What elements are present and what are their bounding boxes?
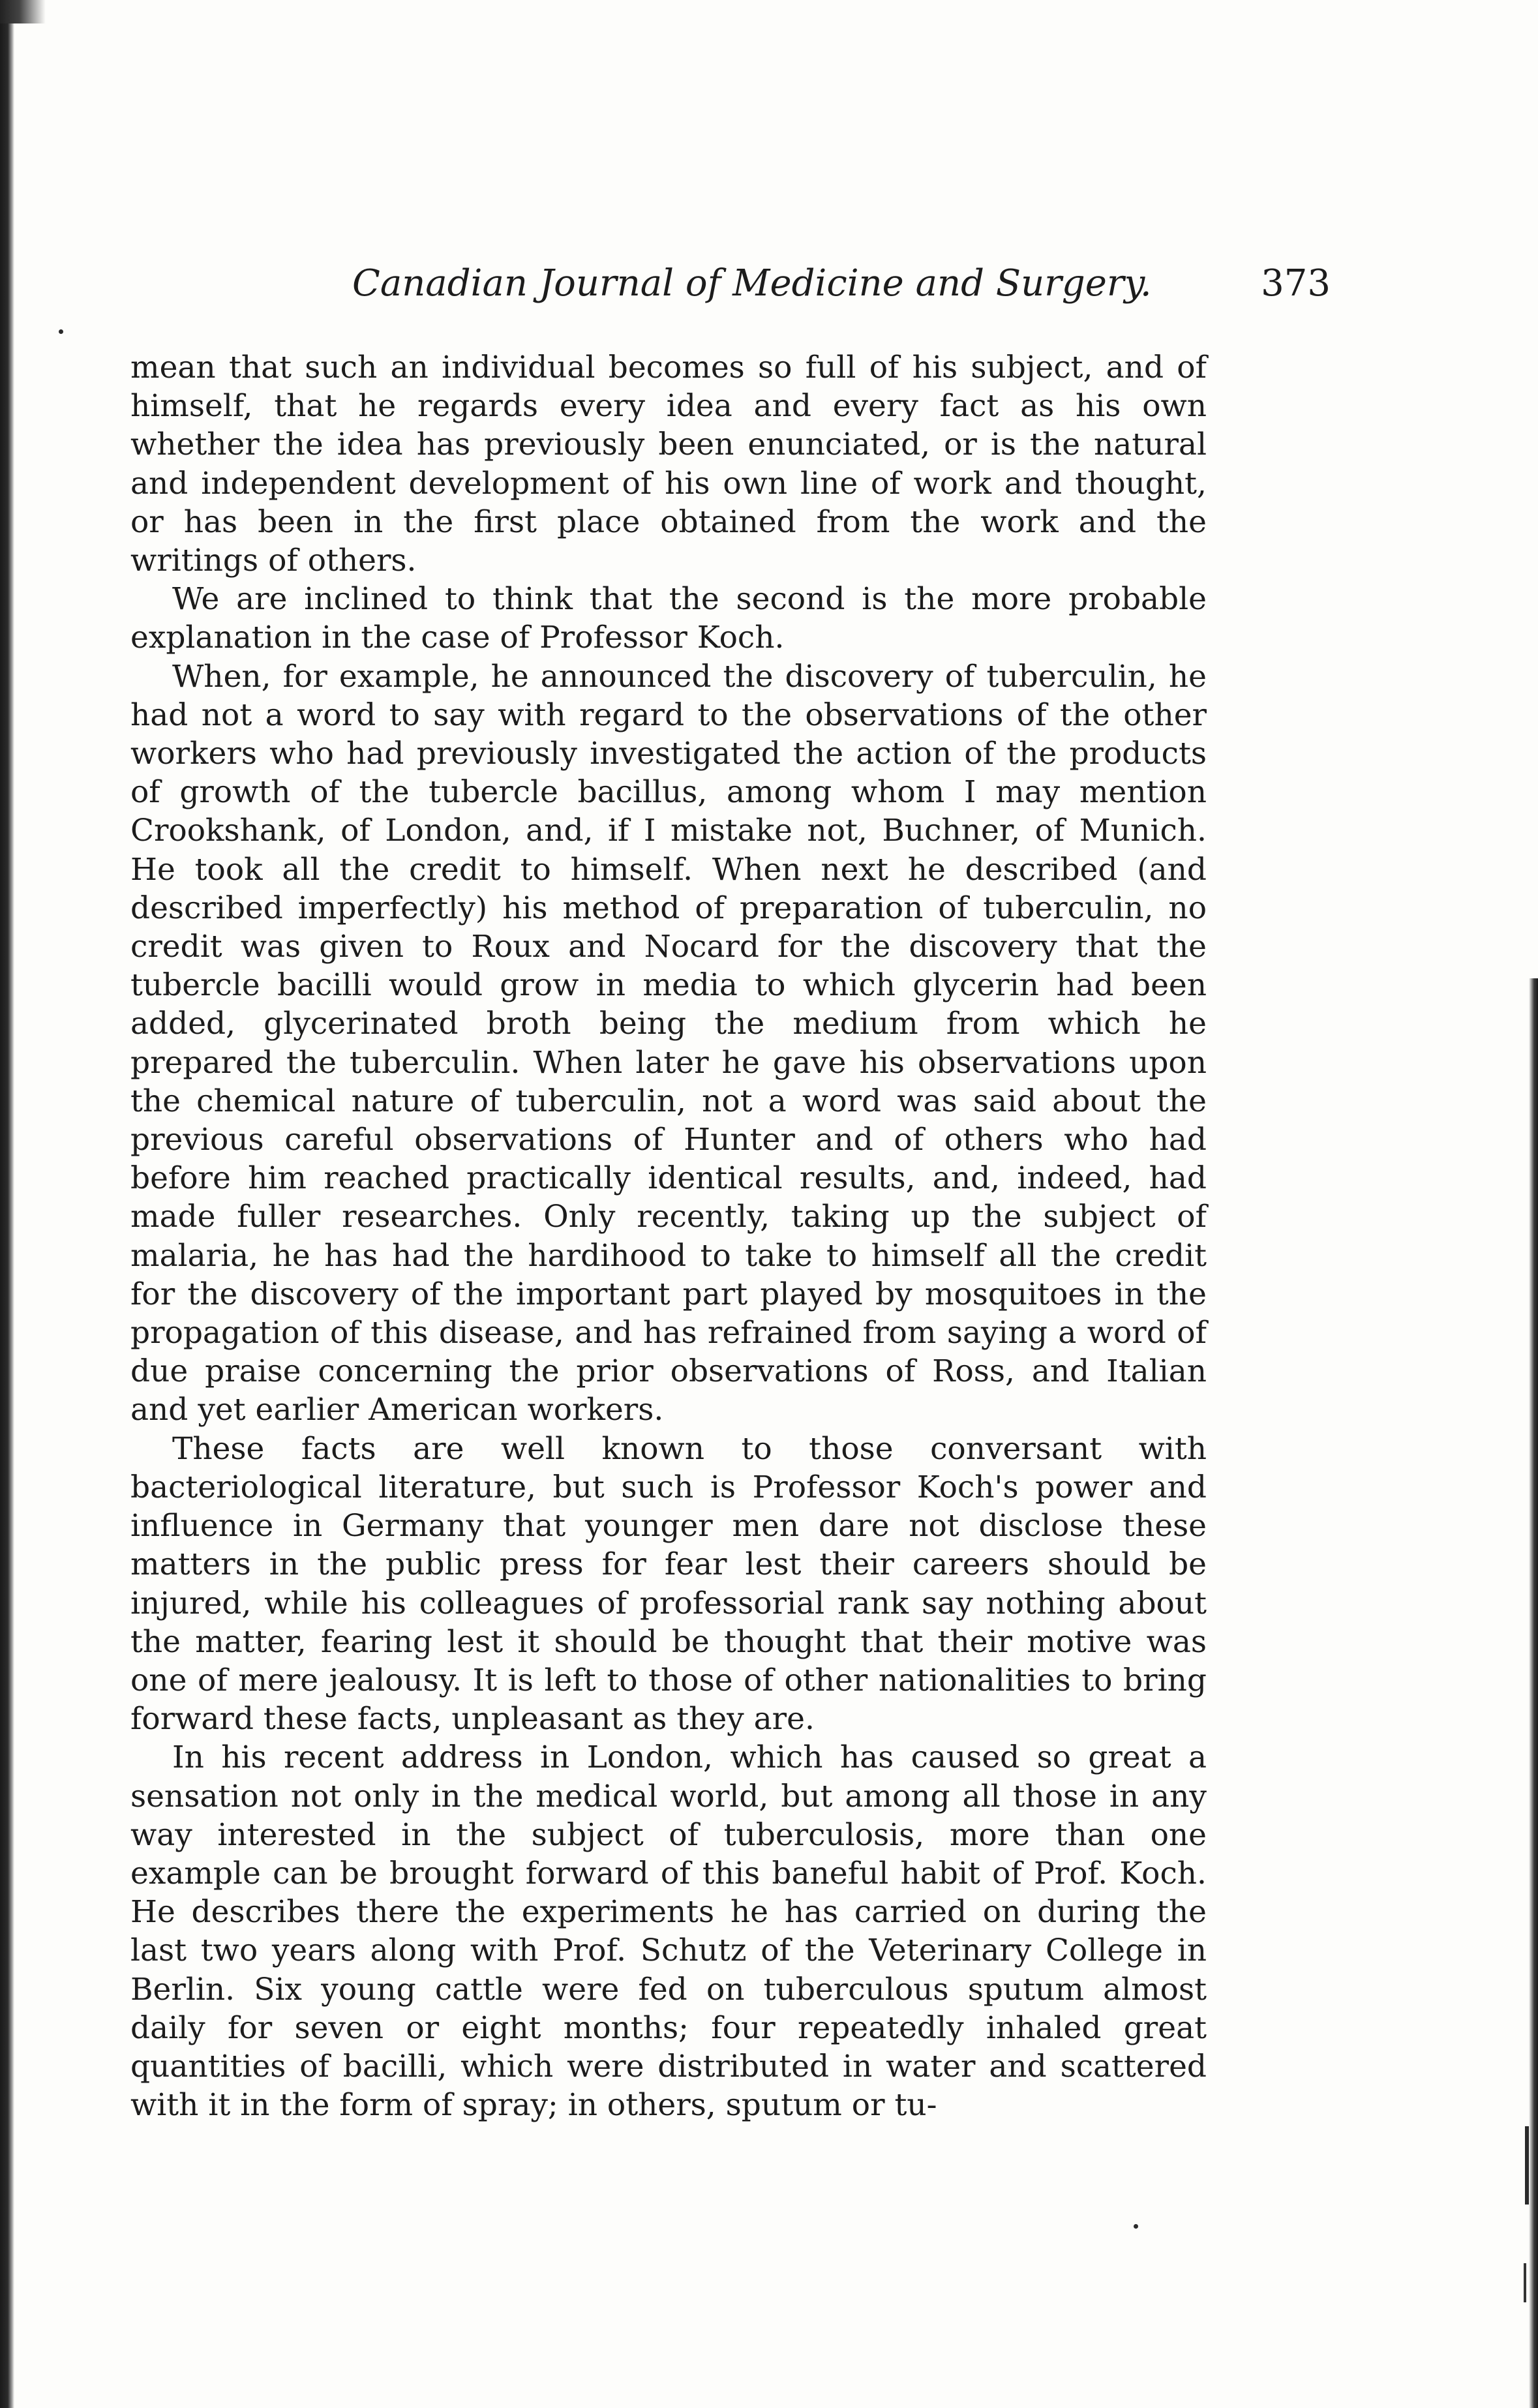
journal-title: Canadian Journal of Medicine and Surgery. [352, 262, 1152, 305]
running-header [352, 258, 1331, 310]
paragraph: These facts are well known to those conversant with bacteriological literature, but such is Professor Koch's power and influence in Germany that younger men dare not disclose these matters in the public press for fear lest their careers should be injured, while his colleagues of professorial rank say nothing about the matter, fearing lest it should be thought that their motive was one of mere jealousy. It is left to those of other nationalities to bring forward these facts, unpleasant as they are. [130, 1430, 1207, 1738]
paragraph: We are inclined to think that the second is the more probable explanation in the case of Professor Koch. [130, 581, 1207, 656]
scan-speck [59, 329, 63, 334]
paragraph: mean that such an individual becomes so full of his subject, and of himself, that he regards every idea and every fact as his own whether the idea has previously been enunciated, or is the natural and independent development of his own line of work and thought, or has been in the first place obtained from the work and the writings of others. [130, 350, 1207, 579]
page-edge-right [1529, 978, 1538, 2408]
scan-mark [1525, 2126, 1529, 2205]
scan-mark [1524, 2263, 1526, 2302]
paragraph: When, for example, he announced the discovery of tuberculin, he had not a word to say with regard to the observations of the other workers who had previously investigated the action of the products of growth of the tubercle bacillus, among whom I may mention Crookshank, of London, and, if I mistake not, Buchner, of Munich. He took all the credit to himself. When next he described (and described imperfectly) his method of preparation of tuberculin, no credit was given to Roux and Nocard for the discovery that the tubercle bacilli would grow in media to which glycerin had been added, glycerinated broth being the medium from which he prepared the tuberculin. When later he gave his observations upon the chemical nature of tuberculin, not a word was said about the previous careful observations of Hunter and of others who had before him reached practically identical results, and, indeed, had made fuller researches. Only recently, taking up the subject of malaria, he has had the hardihood to take to himself all the credit for the discovery of the important part played by mosquitoes in the propagation of this disease, and has refrained from saying a word of due praise concerning the prior observations of Ross, and Italian and yet earlier American workers. [130, 658, 1207, 1428]
page-number: 373 [1261, 262, 1331, 305]
scan-speck [1134, 2224, 1138, 2229]
binding-edge-left [0, 0, 14, 2408]
article-body [130, 348, 1207, 2124]
binding-edge-corner [0, 0, 46, 23]
paragraph: In his recent address in London, which has caused so great a sensation not only in the medical world, but among all those in any way interested in the subject of tuberculosis, more than one example can be brought forward of this baneful habit of Prof. Koch. He describes there the experiments he has carried on during the last two years along with Prof. Schutz of the Veterinary College in Berlin. Six young cattle were fed on tuberculous sputum almost daily for seven or eight months; four repeatedly inhaled great quantities of bacilli, which were distributed in water and scattered with it in the form of spray; in others, sputum or tu- [130, 1739, 1207, 2124]
